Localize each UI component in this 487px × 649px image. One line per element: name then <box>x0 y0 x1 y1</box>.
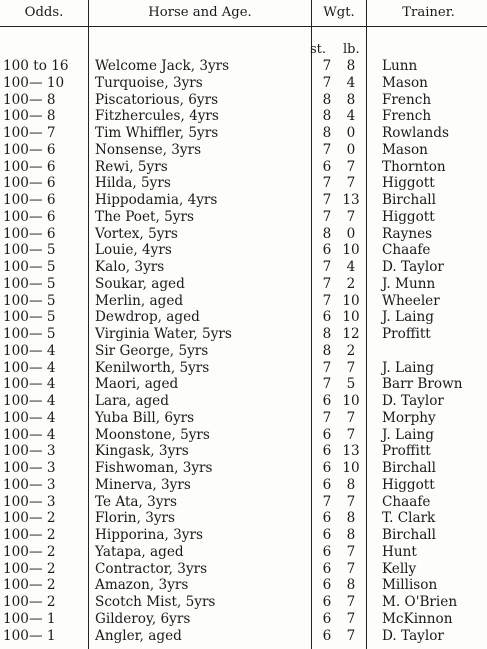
odds-cell: 100— 3 <box>3 476 56 493</box>
horse-cell: Sir George, 5yrs <box>95 342 209 359</box>
weight-stones-cell: 8 <box>322 225 332 242</box>
weight-pounds-cell: 0 <box>346 125 356 141</box>
table-row <box>0 376 487 393</box>
weight-pounds-cell: 7 <box>346 610 356 627</box>
trainer-cell: Proffitt <box>382 443 431 460</box>
weight-stones-cell: 7 <box>322 208 332 225</box>
horse-cell: Vortex, 5yrs <box>95 225 178 242</box>
weight-stones-cell: 6 <box>322 460 332 476</box>
weight-stones-cell: 8 <box>322 125 332 141</box>
horse-cell: Soukar, aged <box>95 275 185 292</box>
table-row <box>0 75 487 92</box>
weight-stones-cell: 6 <box>322 560 332 577</box>
weight-stones-cell: 8 <box>322 108 332 125</box>
odds-cell: 100— 4 <box>3 409 56 426</box>
table-row <box>0 510 487 527</box>
odds-table-body <box>0 58 487 644</box>
weight-stones-cell: 6 <box>322 527 332 543</box>
odds-cell: 100— 10 <box>3 74 65 91</box>
weight-pounds-cell: 0 <box>346 225 356 242</box>
table-row <box>0 561 487 578</box>
weight-stones-cell: 8 <box>322 91 332 108</box>
weight-stones-cell: 6 <box>322 510 332 527</box>
odds-cell: 100— 6 <box>3 208 56 225</box>
trainer-cell: Raynes <box>382 225 433 242</box>
table-row <box>0 58 487 75</box>
weight-pounds-cell: 8 <box>346 58 356 74</box>
weight-pounds-cell: 7 <box>346 175 356 192</box>
table-row <box>0 192 487 209</box>
horse-cell: Kenilworth, 5yrs <box>95 359 210 376</box>
odds-cell: 100— 1 <box>3 610 56 627</box>
weight-stones-cell: 7 <box>322 275 332 292</box>
trainer-cell: Kelly <box>382 560 417 577</box>
weight-pounds-cell: 12 <box>342 326 360 342</box>
odds-cell: 100— 6 <box>3 175 56 192</box>
table-row <box>0 577 487 594</box>
table-row <box>0 125 487 142</box>
weight-pounds-cell: 4 <box>346 259 356 275</box>
weight-stones-cell: 7 <box>322 493 332 510</box>
horse-cell: Gilderoy, 6yrs <box>95 610 191 627</box>
weight-stones-cell: 7 <box>322 58 332 74</box>
trainer-cell: D. Taylor <box>382 393 444 409</box>
table-row <box>0 293 487 310</box>
weight-pounds-cell: 10 <box>342 242 360 259</box>
odds-cell: 100— 6 <box>3 158 56 175</box>
odds-cell: 100— 6 <box>3 192 56 208</box>
table-row <box>0 393 487 410</box>
horse-cell: Amazon, 3yrs <box>95 577 189 594</box>
table-row <box>0 259 487 276</box>
horse-cell: Lara, aged <box>95 393 169 409</box>
trainer-cell: J. Laing <box>382 426 434 443</box>
trainer-cell: D. Taylor <box>382 259 444 275</box>
header-horse-and-age: Horse and Age. <box>148 5 252 20</box>
weight-stones-cell: 6 <box>322 577 332 594</box>
table-row <box>0 343 487 360</box>
header-trainer: Trainer. <box>402 5 455 20</box>
horse-cell: Piscatorious, 6yrs <box>95 91 219 108</box>
odds-cell: 100— 8 <box>3 91 56 108</box>
table-row <box>0 92 487 109</box>
weight-stones-cell: 6 <box>322 610 332 627</box>
trainer-cell: Wheeler <box>382 292 440 309</box>
trainer-cell: Higgott <box>382 208 435 225</box>
table-row <box>0 477 487 494</box>
odds-cell: 100— 7 <box>3 125 56 141</box>
header-rule <box>0 26 487 27</box>
odds-cell: 100— 2 <box>3 577 56 594</box>
weight-pounds-cell: 7 <box>346 426 356 443</box>
odds-cell: 100— 4 <box>3 393 56 409</box>
weight-stones-cell: 6 <box>322 476 332 493</box>
weight-stones-cell: 6 <box>322 393 332 409</box>
weight-pounds-cell: 13 <box>342 192 360 208</box>
horse-cell: Florin, 3yrs <box>95 510 176 527</box>
trainer-cell: M. O'Brien <box>382 594 458 610</box>
odds-cell: 100— 2 <box>3 527 56 543</box>
odds-cell: 100— 5 <box>3 326 56 342</box>
horse-cell: Te Ata, 3yrs <box>95 493 177 510</box>
horse-cell: Louie, 4yrs <box>95 242 172 259</box>
horse-cell: Yatapa, aged <box>95 543 184 560</box>
weight-pounds-cell: 8 <box>346 510 356 527</box>
horse-cell: Dewdrop, aged <box>95 309 200 326</box>
weight-stones-cell: 7 <box>322 376 332 393</box>
horse-cell: Minerva, 3yrs <box>95 476 191 493</box>
weight-pounds-cell: 4 <box>346 108 356 125</box>
odds-cell: 100— 1 <box>3 627 56 644</box>
trainer-cell: Higgott <box>382 175 435 192</box>
header-weight: Wgt. <box>323 5 355 20</box>
weight-unit-pounds: lb. <box>343 42 360 57</box>
table-row <box>0 242 487 259</box>
weight-pounds-cell: 13 <box>342 443 360 460</box>
trainer-cell: Mason <box>382 74 428 91</box>
trainer-cell: French <box>382 108 432 125</box>
table-row <box>0 594 487 611</box>
table-row <box>0 226 487 243</box>
odds-cell: 100— 3 <box>3 460 56 476</box>
weight-stones-cell: 8 <box>322 326 332 342</box>
weight-pounds-cell: 7 <box>346 594 356 610</box>
table-row <box>0 309 487 326</box>
horse-cell: Contractor, 3yrs <box>95 560 208 577</box>
weight-stones-cell: 6 <box>322 627 332 644</box>
weight-pounds-cell: 5 <box>346 376 356 393</box>
odds-cell: 100— 5 <box>3 259 56 275</box>
horse-cell: Nonsense, 3yrs <box>95 141 202 158</box>
trainer-cell: J. Laing <box>382 309 434 326</box>
horse-cell: Maori, aged <box>95 376 179 393</box>
odds-cell: 100— 5 <box>3 275 56 292</box>
table-row <box>0 142 487 159</box>
odds-cell: 100— 2 <box>3 594 56 610</box>
trainer-cell: Thornton <box>382 158 446 175</box>
table-row <box>0 209 487 226</box>
weight-pounds-cell: 7 <box>346 409 356 426</box>
trainer-cell: Birchall <box>382 527 437 543</box>
weight-stones-cell: 7 <box>322 292 332 309</box>
odds-cell: 100— 6 <box>3 225 56 242</box>
horse-cell: Angler, aged <box>95 627 182 644</box>
weight-stones-cell: 6 <box>322 426 332 443</box>
horse-cell: Turquoise, 3yrs <box>95 74 203 91</box>
odds-cell: 100— 8 <box>3 108 56 125</box>
trainer-cell: J. Laing <box>382 359 434 376</box>
weight-pounds-cell: 8 <box>346 476 356 493</box>
weight-pounds-cell: 7 <box>346 627 356 644</box>
weight-stones-cell: 6 <box>322 543 332 560</box>
weight-pounds-cell: 8 <box>346 577 356 594</box>
weight-stones-cell: 7 <box>322 259 332 275</box>
weight-stones-cell: 6 <box>322 309 332 326</box>
trainer-cell: McKinnon <box>382 610 453 627</box>
horse-cell: Kalo, 3yrs <box>95 259 165 275</box>
table-row <box>0 276 487 293</box>
weight-pounds-cell: 7 <box>346 560 356 577</box>
weight-stones-cell: 7 <box>322 175 332 192</box>
trainer-cell: Hunt <box>382 543 417 560</box>
horse-cell: Hipporina, 3yrs <box>95 527 203 543</box>
odds-cell: 100— 5 <box>3 309 56 326</box>
odds-cell: 100— 4 <box>3 342 56 359</box>
trainer-cell: Morphy <box>382 409 436 426</box>
odds-cell: 100— 2 <box>3 510 56 527</box>
weight-pounds-cell: 2 <box>346 275 356 292</box>
weight-stones-cell: 6 <box>322 594 332 610</box>
horse-cell: Virginia Water, 5yrs <box>95 326 232 342</box>
weight-pounds-cell: 2 <box>346 342 356 359</box>
weight-pounds-cell: 7 <box>346 208 356 225</box>
odds-cell: 100— 2 <box>3 543 56 560</box>
table-row <box>0 159 487 176</box>
trainer-cell: J. Munn <box>382 275 436 292</box>
table-row <box>0 544 487 561</box>
weight-pounds-cell: 4 <box>346 74 356 91</box>
trainer-cell: Chaafe <box>382 493 431 510</box>
horse-cell: Kingask, 3yrs <box>95 443 189 460</box>
odds-cell: 100— 4 <box>3 426 56 443</box>
horse-cell: Fishwoman, 3yrs <box>95 460 213 476</box>
weight-stones-cell: 7 <box>322 141 332 158</box>
weight-stones-cell: 7 <box>322 192 332 208</box>
horse-cell: Scotch Mist, 5yrs <box>95 594 216 610</box>
horse-cell: Hippodamia, 4yrs <box>95 192 218 208</box>
weight-pounds-cell: 10 <box>342 393 360 409</box>
trainer-cell: Birchall <box>382 192 437 208</box>
odds-cell: 100— 3 <box>3 443 56 460</box>
weight-stones-cell: 8 <box>322 342 332 359</box>
table-row <box>0 494 487 511</box>
trainer-cell: Higgott <box>382 476 435 493</box>
weight-pounds-cell: 8 <box>346 527 356 543</box>
table-row <box>0 527 487 544</box>
trainer-cell: Lunn <box>382 58 418 74</box>
weight-stones-cell: 7 <box>322 359 332 376</box>
table-row <box>0 427 487 444</box>
weight-stones-cell: 7 <box>322 74 332 91</box>
weight-pounds-cell: 10 <box>342 309 360 326</box>
weight-pounds-cell: 7 <box>346 158 356 175</box>
odds-cell: 100— 2 <box>3 560 56 577</box>
trainer-cell: Millison <box>382 577 438 594</box>
table-row <box>0 360 487 377</box>
odds-cell: 100 to 16 <box>3 58 69 74</box>
table-row <box>0 108 487 125</box>
table-row <box>0 175 487 192</box>
weight-pounds-cell: 7 <box>346 543 356 560</box>
table-row <box>0 410 487 427</box>
trainer-cell: Proffitt <box>382 326 431 342</box>
trainer-cell: Barr Brown <box>382 376 463 393</box>
trainer-cell: French <box>382 91 432 108</box>
odds-cell: 100— 4 <box>3 359 56 376</box>
weight-stones-cell: 6 <box>322 443 332 460</box>
weight-unit-stones: st. <box>310 42 327 57</box>
odds-cell: 100— 4 <box>3 376 56 393</box>
trainer-cell: D. Taylor <box>382 627 444 644</box>
table-row <box>0 460 487 477</box>
header-odds: Odds. <box>24 5 64 20</box>
weight-stones-cell: 7 <box>322 409 332 426</box>
weight-stones-cell: 6 <box>322 158 332 175</box>
horse-cell: Yuba Bill, 6yrs <box>95 409 195 426</box>
horse-cell: Rewi, 5yrs <box>95 158 168 175</box>
weight-pounds-cell: 7 <box>346 359 356 376</box>
odds-cell: 100— 3 <box>3 493 56 510</box>
horse-cell: Tim Whiffler, 5yrs <box>95 125 219 141</box>
odds-cell: 100— 6 <box>3 141 56 158</box>
weight-stones-cell: 6 <box>322 242 332 259</box>
table-row <box>0 628 487 645</box>
weight-pounds-cell: 10 <box>342 460 360 476</box>
weight-pounds-cell: 10 <box>342 292 360 309</box>
table-row <box>0 611 487 628</box>
trainer-cell: Rowlands <box>382 125 449 141</box>
weight-pounds-cell: 0 <box>346 141 356 158</box>
trainer-cell: Chaafe <box>382 242 431 259</box>
horse-cell: Moonstone, 5yrs <box>95 426 210 443</box>
horse-cell: The Poet, 5yrs <box>95 208 194 225</box>
horse-cell: Welcome Jack, 3yrs <box>95 58 230 74</box>
trainer-cell: T. Clark <box>382 510 436 527</box>
horse-cell: Fitzhercules, 4yrs <box>95 108 219 125</box>
odds-cell: 100— 5 <box>3 292 56 309</box>
horse-cell: Merlin, aged <box>95 292 184 309</box>
odds-cell: 100— 5 <box>3 242 56 259</box>
trainer-cell: Mason <box>382 141 428 158</box>
weight-pounds-cell: 7 <box>346 493 356 510</box>
horse-cell: Hilda, 5yrs <box>95 175 171 192</box>
weight-pounds-cell: 8 <box>346 91 356 108</box>
trainer-cell: Birchall <box>382 460 437 476</box>
table-row <box>0 326 487 343</box>
table-row <box>0 443 487 460</box>
